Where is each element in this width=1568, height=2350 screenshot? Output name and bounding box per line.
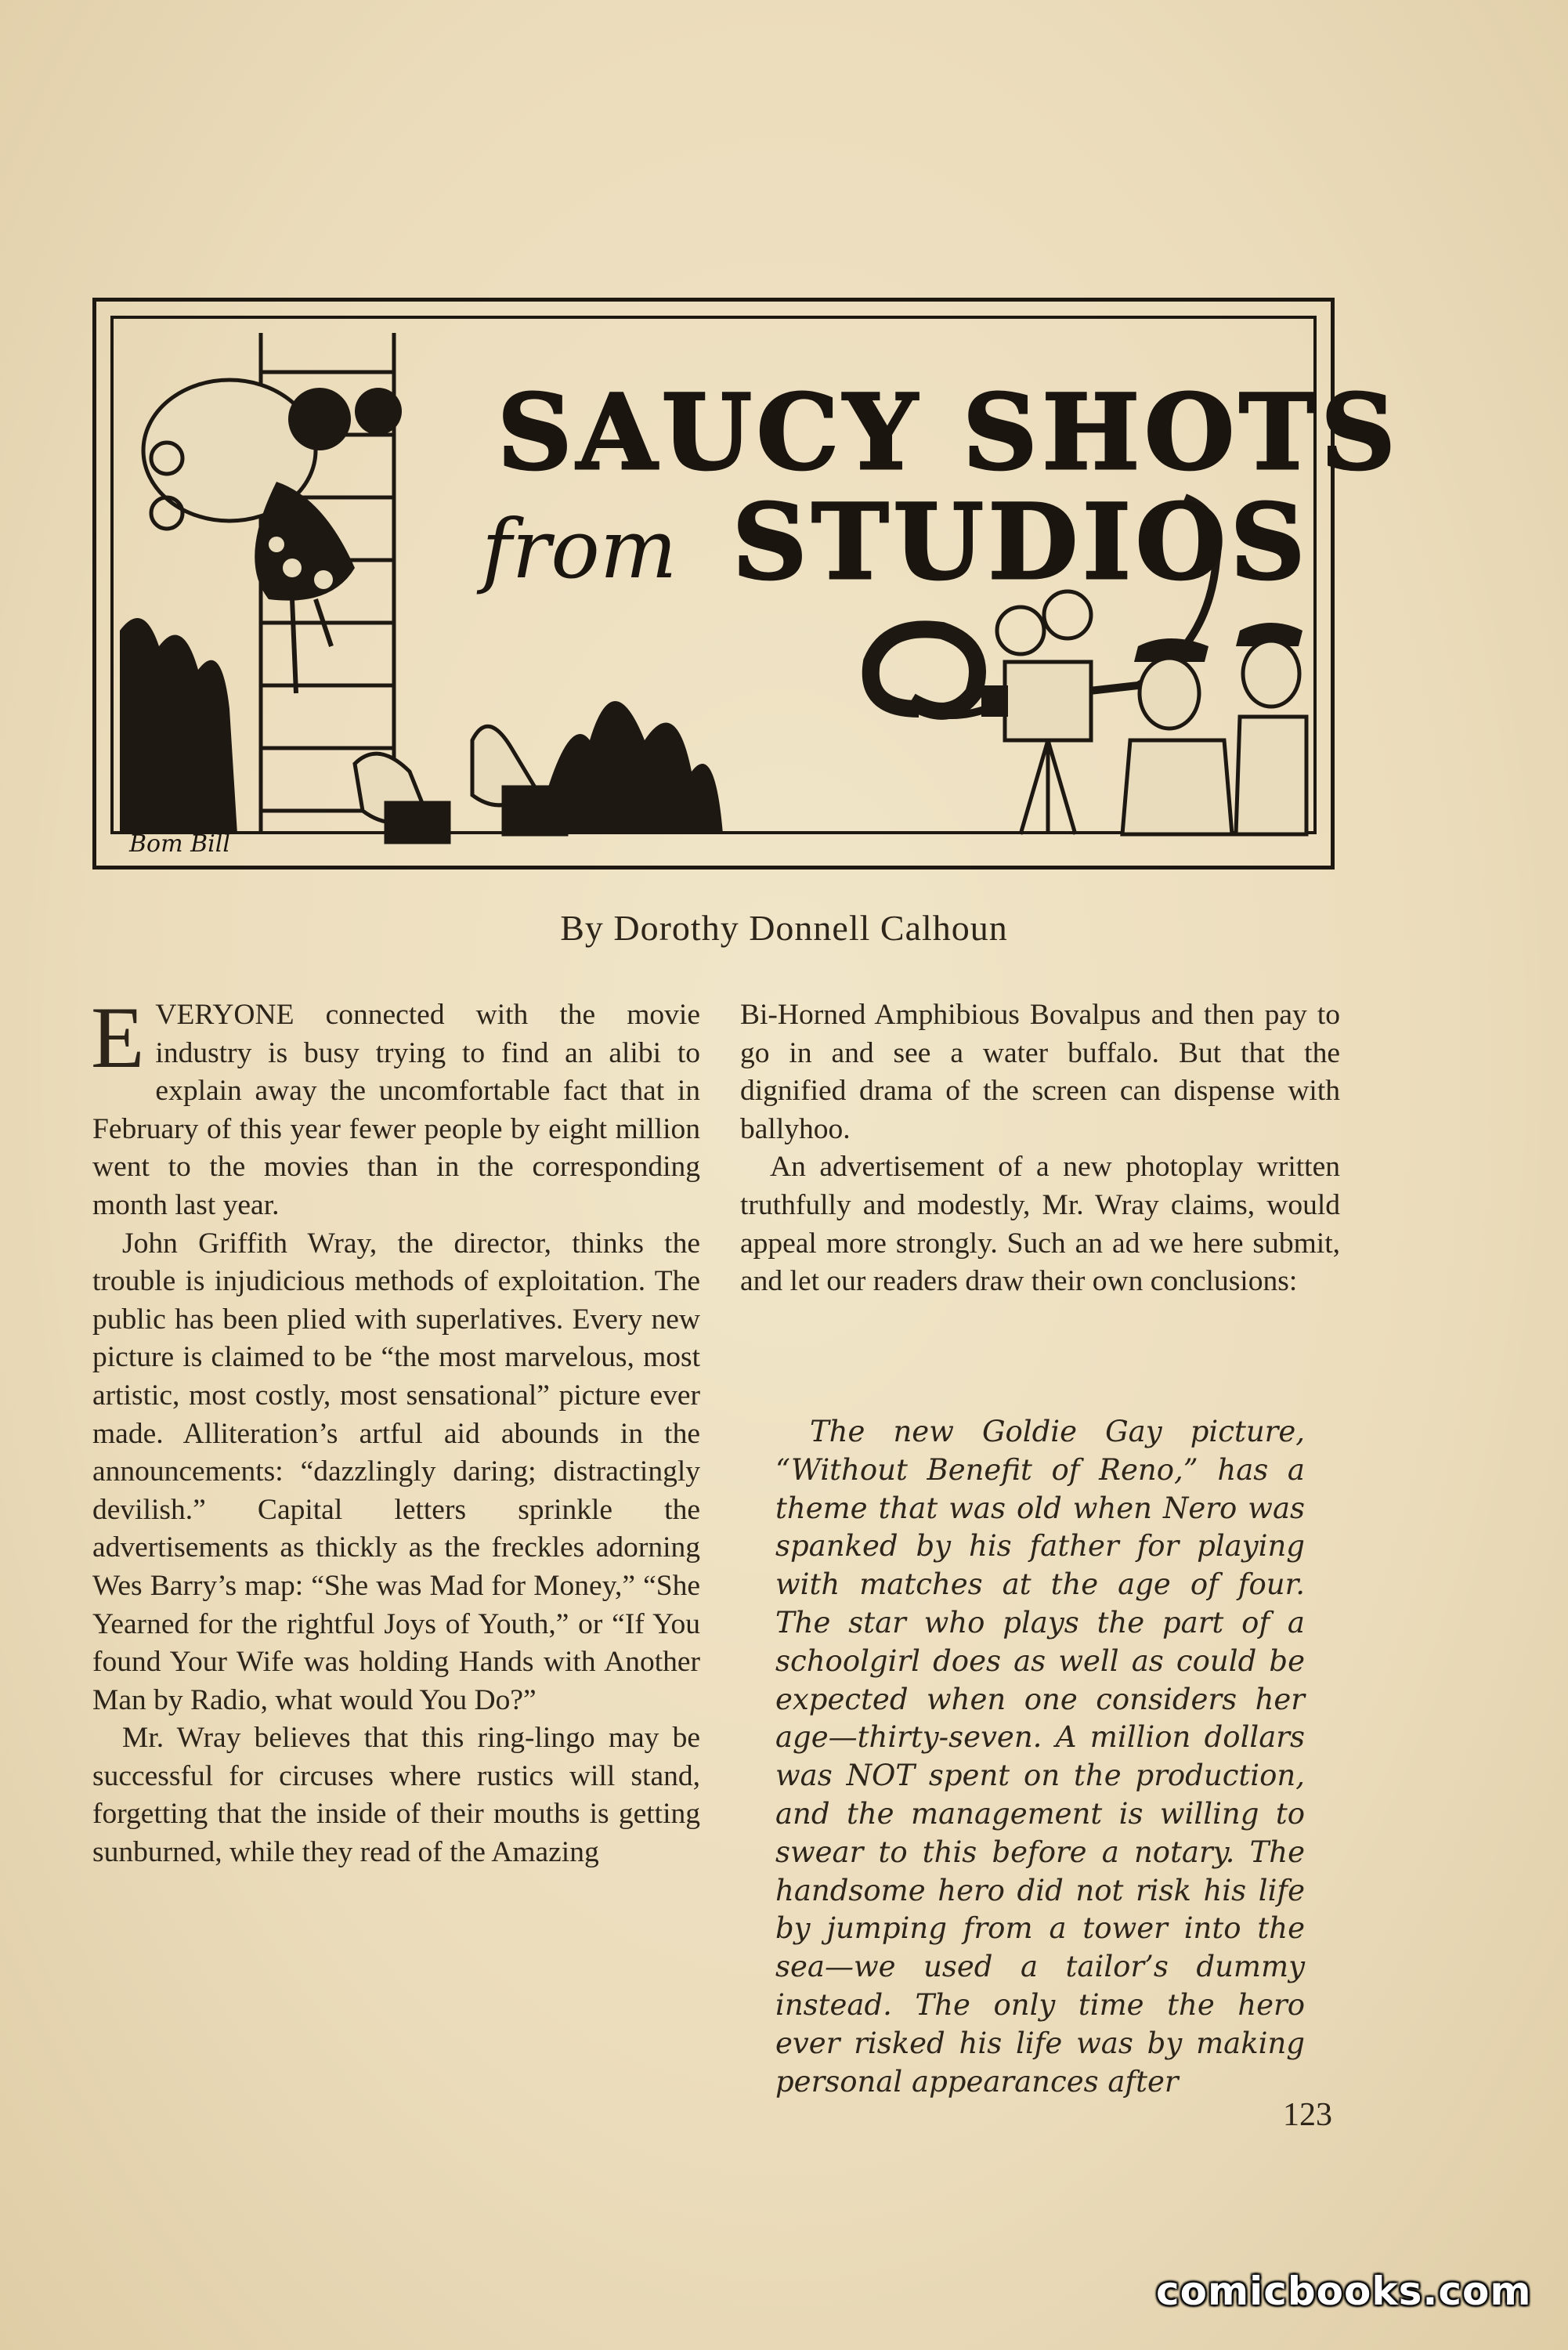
banner-title-line1: SAUCY SHOTS <box>497 372 1400 494</box>
paragraph-1-text: VERYONE connected with the movie industry is busy trying to find an alibi to explain away the uncomfortable fact that in February of this year fewer people by eight million went to the movies than in the corresponding month last year. <box>92 999 700 1221</box>
cameramen-drawing <box>1122 623 1306 834</box>
banner-title-line2: STUDIOS <box>732 482 1310 603</box>
artist-signature: Bom Bill <box>129 830 230 858</box>
title-banner <box>92 298 1400 870</box>
article-paragraph-4: An advertisement of a new photoplay written truthfully and modestly, Mr. Wray claims, would appeal more strongly. Such an ad we here submit, and let our readers draw their own conclusions: <box>740 1151 1340 1298</box>
hands-drawing <box>355 726 566 842</box>
movie-camera-drawing <box>981 591 1091 834</box>
byline: By Dorothy Donnell Calhoun <box>560 908 1008 948</box>
page-number: 123 <box>1283 2097 1332 2133</box>
middle-foliage-drawing <box>535 701 723 834</box>
article-column-right <box>740 996 1340 1301</box>
quote-text: The new Goldie Gay picture, “Without Benefit of Reno,” has a theme that was old when Nero was spanked by his father for playing with matches at the age of four. The star who plays the part of a schoolgirl does as well as could be expected when one considers her age—thirty-seven. A million dollars was NOT spent on the production, and the management is willing to swear to this before a notary. The handsome hero did not risk his life by jumping from a tower into the sea—we used a tailor’s dummy instead. The only time the hero ever risked his life was by making personal appearances after <box>775 1415 1305 2099</box>
article-paragraph-3-continued: Bi-Horned Amphibious Bovalpus and then pay to go in and see a water buffalo. But that the dignified drama of the screen can dispense with ballyhoo. <box>740 999 1340 1145</box>
article-paragraph-3: Mr. Wray believes that this ring-lingo may be successful for circuses where rustics will stand, forgetting that the inside of their mouths is getting sunburned, while they read of the Amazing <box>92 1722 700 1869</box>
spiral-flourish <box>871 629 977 711</box>
drop-cap: E <box>91 989 145 1086</box>
article-paragraph-2: John Griffith Wray, the director, thinks the trouble is injudicious methods of exploitation. The public has been plied with superlatives. Every new picture is claimed to be “the most marvelous, most artistic, most costly, most sensational” picture ever made. Alliteration’s artful aid abounds in the announcements: “dazzlingly daring; distractingly devilish.” Capital letters sprinkle the advertisements as thickly as the freckles adorning Wes Barry’s map: “She was Mad for Money,” “She Yearned for the rightful Joys of Youth,” or “If You found Your Wife was holding Hands with Another Man by Radio, what would You Do?” <box>92 1227 700 1716</box>
article-column-left <box>91 989 700 1872</box>
banner-title-from: from <box>482 501 677 597</box>
left-foliage-drawing <box>120 618 237 834</box>
article-paragraph-1 <box>91 989 700 1225</box>
sample-advertisement-quote <box>775 1413 1305 2101</box>
watermark-text: comicbooks.com <box>1156 2269 1532 2314</box>
